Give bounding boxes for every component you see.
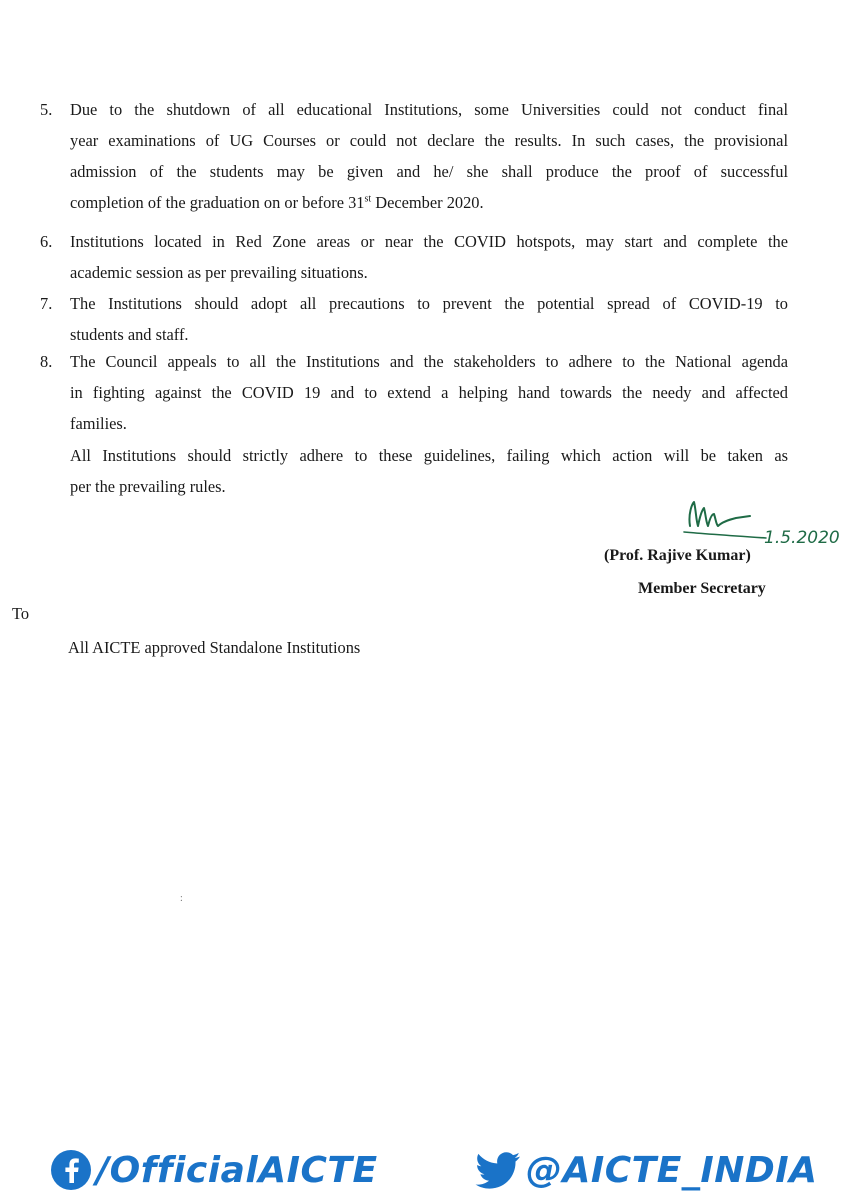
item-line-text: December 2020. (371, 193, 484, 212)
item-line: The Council appeals to all the Institutions and the stakeholders to adhere to the National agenda (70, 352, 788, 371)
item-line: admission of the students may be given and he/ she shall produce the proof of successful (70, 162, 788, 181)
list-item-7 (40, 288, 788, 350)
stray-mark: : (180, 893, 183, 904)
item-line: families. (70, 414, 127, 433)
item-text (70, 288, 788, 350)
signatory-name: (Prof. Rajive Kumar) (604, 547, 751, 564)
item-text (70, 94, 788, 218)
item-text (70, 226, 788, 288)
item-number: 8. (40, 352, 53, 371)
item-line: Institutions located in Red Zone areas or near the COVID hotspots, may start and complete the (70, 232, 788, 251)
item-text (70, 346, 788, 439)
list-item-5 (40, 94, 788, 218)
item-line-text: completion of the graduation on or before 31 (70, 193, 365, 212)
twitter-link[interactable] (474, 1146, 818, 1194)
ordinal-suffix: st (364, 193, 372, 205)
item-number: 6. (40, 232, 53, 251)
twitter-icon (474, 1149, 522, 1191)
to-label: To (12, 604, 30, 623)
facebook-icon (50, 1149, 92, 1191)
item-line: The Institutions should adopt all precautions to prevent the potential spread of COVID-19 to (70, 294, 788, 313)
item-line: academic session as per prevailing situations. (70, 263, 368, 282)
list-item-6 (40, 226, 788, 288)
signatory-title: Member Secretary (638, 580, 766, 597)
closing-line: per the prevailing rules. (70, 477, 226, 496)
item-number: 7. (40, 294, 53, 313)
signature-date: 1.5.2020 (764, 528, 840, 548)
closing-paragraph (70, 440, 788, 502)
twitter-handle: @AICTE_INDIA (526, 1149, 818, 1191)
recipient: All AICTE approved Standalone Institutions (68, 638, 361, 657)
list-item-8 (40, 346, 788, 439)
facebook-link[interactable] (50, 1146, 378, 1194)
closing-line: All Institutions should strictly adhere to these guidelines, failing which action will be taken as (70, 446, 788, 465)
item-line: in fighting against the COVID 19 and to extend a helping hand towards the needy and affected (70, 383, 788, 402)
item-line: Due to the shutdown of all educational Institutions, some Universities could not conduct final (70, 100, 788, 119)
item-line (70, 187, 788, 218)
item-line: year examinations of UG Courses or could not declare the results. In such cases, the provisional (70, 131, 788, 150)
item-line: students and staff. (70, 325, 189, 344)
facebook-handle: /OfficialAICTE (96, 1149, 378, 1191)
handwritten-signature (676, 496, 846, 548)
item-number: 5. (40, 100, 53, 119)
